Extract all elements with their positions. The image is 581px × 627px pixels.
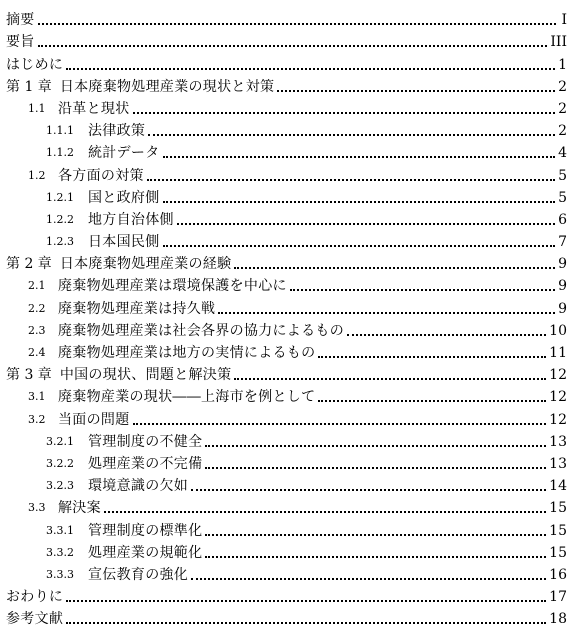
toc-entry-17[interactable] xyxy=(0,383,581,405)
toc-entry-page: 9 xyxy=(558,278,567,295)
toc-entry-number: 1.2.3 xyxy=(46,235,74,249)
toc-dot-leader xyxy=(104,511,546,513)
toc-entry-title: 法律政策 xyxy=(88,123,146,140)
toc-entry-23[interactable] xyxy=(0,516,581,538)
toc-entry-title: 解決案 xyxy=(58,500,101,517)
toc-entry-page: 16 xyxy=(549,566,567,583)
toc-dot-leader xyxy=(163,201,556,203)
toc-entry-page: 9 xyxy=(558,300,567,317)
toc-entry-number: 3.2.2 xyxy=(46,456,74,470)
toc-entry-11[interactable] xyxy=(0,250,581,272)
toc-entry-number: 3.3.1 xyxy=(46,523,74,537)
toc-entry-2[interactable] xyxy=(0,50,581,72)
toc-entry-page: 11 xyxy=(549,345,567,361)
toc-dot-leader xyxy=(205,445,546,447)
toc-entry-0[interactable] xyxy=(0,6,581,28)
toc-dot-leader xyxy=(66,600,546,602)
toc-dot-leader xyxy=(290,289,555,291)
toc-entry-number: 1.1.1 xyxy=(46,124,74,138)
toc-entry-page: 9 xyxy=(558,256,567,273)
toc-entry-12[interactable] xyxy=(0,272,581,294)
toc-entry-number: 3.3.2 xyxy=(46,545,74,559)
toc-entry-14[interactable] xyxy=(0,317,581,339)
toc-entry-title: 統計データ xyxy=(88,145,160,162)
toc-entry-number: 3.2.1 xyxy=(46,434,74,448)
toc-entry-page: 2 xyxy=(558,100,567,117)
toc-entry-number: 1.2 xyxy=(28,168,46,182)
toc-dot-leader xyxy=(191,489,546,491)
toc-entry-1[interactable] xyxy=(0,28,581,50)
toc-entry-number: 1.2.1 xyxy=(46,190,74,204)
toc-entry-page: 15 xyxy=(549,544,567,561)
toc-dot-leader xyxy=(277,90,555,92)
toc-entry-title: 日本国民側 xyxy=(88,234,160,251)
toc-entry-number: 3.3.3 xyxy=(46,567,74,581)
toc-entry-4[interactable] xyxy=(0,95,581,117)
toc-entry-9[interactable] xyxy=(0,206,581,228)
toc-dot-leader xyxy=(234,378,546,380)
toc-entry-page: 2 xyxy=(558,78,567,95)
toc-entry-title: 中国の現状、問題と解決策 xyxy=(59,367,232,384)
toc-dot-leader xyxy=(205,556,546,558)
toc-entry-title: 処理産業の不完備 xyxy=(88,455,203,472)
toc-entry-title: 当面の問題 xyxy=(58,411,130,428)
toc-entry-page: 12 xyxy=(549,367,567,384)
toc-entry-20[interactable] xyxy=(0,450,581,472)
toc-dot-leader xyxy=(38,23,556,25)
toc-dot-leader xyxy=(347,334,546,336)
toc-dot-leader xyxy=(38,45,548,47)
toc-entry-page: III xyxy=(550,34,567,51)
toc-entry-title: 沿革と現状 xyxy=(58,100,130,117)
toc-entry-title: 処理産業の規範化 xyxy=(88,544,203,561)
toc-entry-title: 日本廃棄物処理産業の現状と対策 xyxy=(59,78,275,95)
toc-dot-leader xyxy=(163,245,556,247)
toc-entry-title: 国と政府側 xyxy=(88,189,160,206)
toc-entry-page: 7 xyxy=(558,234,567,251)
toc-dot-leader xyxy=(205,467,546,469)
toc-entry-number: 2.4 xyxy=(28,346,46,359)
toc-entry-title: 廃棄物処理産業は社会各界の協力によるもの xyxy=(58,322,344,339)
toc-entry-number: 1.1 xyxy=(28,101,46,115)
toc-entry-title: 廃棄物処理産業は環境保護を中心に xyxy=(58,278,287,295)
toc-entry-title: 廃棄物処理産業は地方の実情によるもの xyxy=(58,345,316,361)
toc-dot-leader xyxy=(218,312,555,314)
toc-entry-number: 第 1 章 xyxy=(6,78,52,95)
toc-entry-number: 2.3 xyxy=(28,323,46,337)
toc-entry-page: 15 xyxy=(549,522,567,539)
toc-entry-title: 日本廃棄物処理産業の経験 xyxy=(59,256,232,273)
toc-dot-leader xyxy=(234,267,555,269)
toc-entry-title: 要旨 xyxy=(6,34,35,51)
toc-entry-page: 12 xyxy=(549,389,567,406)
toc-entry-number: 1.2.2 xyxy=(46,212,74,226)
toc-dot-leader xyxy=(66,622,546,624)
toc-entry-number: 1.1.2 xyxy=(46,146,74,160)
toc-dot-leader xyxy=(177,223,555,225)
toc-entry-page: 6 xyxy=(558,211,567,228)
toc-entry-page: 15 xyxy=(549,500,567,517)
toc-entry-page: I xyxy=(561,12,567,29)
toc-dot-leader xyxy=(191,578,546,580)
toc-entry-title: 管理制度の不健全 xyxy=(88,433,203,450)
toc-entry-22[interactable] xyxy=(0,494,581,516)
toc-entry-number: 3.3 xyxy=(28,501,46,515)
toc-entry-title: 宣伝教育の強化 xyxy=(88,566,189,583)
toc-dot-leader xyxy=(318,356,546,358)
toc-dot-leader xyxy=(133,112,556,114)
toc-entry-21[interactable] xyxy=(0,472,581,494)
toc-entry-page: 5 xyxy=(558,167,567,184)
toc-entry-13[interactable] xyxy=(0,294,581,316)
toc-entry-8[interactable] xyxy=(0,184,581,206)
toc-entry-26[interactable] xyxy=(0,583,581,605)
toc-entry-19[interactable] xyxy=(0,428,581,450)
toc-dot-leader xyxy=(205,534,546,536)
toc-entry-title: 廃棄物産業の現状――上海市を例として xyxy=(58,389,316,406)
toc-entry-title: 摘要 xyxy=(6,12,35,29)
toc-entry-18[interactable] xyxy=(0,405,581,427)
toc-entry-title: 廃棄物処理産業は持久戦 xyxy=(58,300,216,317)
toc-entry-page: 13 xyxy=(549,455,567,472)
toc-entry-title: おわりに xyxy=(6,589,64,606)
toc-entry-number: 3.2 xyxy=(28,412,46,426)
toc-entry-title: 地方自治体側 xyxy=(88,211,174,228)
toc-entry-page: 12 xyxy=(549,411,567,428)
toc-entry-7[interactable] xyxy=(0,161,581,183)
toc-entry-title: 参考文献 xyxy=(6,611,64,627)
toc-entry-page: 18 xyxy=(549,611,567,627)
toc-entry-24[interactable] xyxy=(0,539,581,561)
toc-entry-number: 3.2.3 xyxy=(46,479,74,493)
toc-entry-15[interactable] xyxy=(0,339,581,361)
toc-dot-leader xyxy=(133,423,547,425)
toc-entry-page: 10 xyxy=(549,322,567,339)
toc-entry-16[interactable] xyxy=(0,361,581,383)
toc-dot-leader xyxy=(148,134,555,136)
toc-dot-leader xyxy=(163,156,556,158)
toc-entry-6[interactable] xyxy=(0,139,581,161)
toc-entry-page: 13 xyxy=(549,433,567,450)
toc-entry-page: 1 xyxy=(558,56,567,73)
toc-dot-leader xyxy=(318,400,546,402)
toc-entry-title: 環境意識の欠如 xyxy=(88,478,189,495)
toc-entry-25[interactable] xyxy=(0,561,581,583)
toc-entry-5[interactable] xyxy=(0,117,581,139)
toc-entry-page: 2 xyxy=(558,123,567,140)
toc-entry-page: 17 xyxy=(549,589,567,606)
toc-entry-page: 14 xyxy=(549,478,567,495)
toc-dot-leader xyxy=(147,179,555,181)
toc-entry-title: 各方面の対策 xyxy=(58,167,144,184)
toc-entry-page: 5 xyxy=(558,189,567,206)
toc-entry-3[interactable] xyxy=(0,73,581,95)
toc-entry-page: 4 xyxy=(558,145,567,162)
toc-entry-number: 3.1 xyxy=(28,390,46,404)
toc-entry-number: 第 3 章 xyxy=(6,367,52,384)
toc-entry-title: はじめに xyxy=(6,56,64,73)
toc-entry-10[interactable] xyxy=(0,228,581,250)
toc-entry-number: 第 2 章 xyxy=(6,256,52,273)
toc-entry-number: 2.2 xyxy=(28,301,46,315)
toc-entry-27[interactable] xyxy=(0,605,581,627)
toc-entry-number: 2.1 xyxy=(28,279,46,293)
toc-dot-leader xyxy=(66,68,555,70)
toc-entry-title: 管理制度の標準化 xyxy=(88,522,203,539)
